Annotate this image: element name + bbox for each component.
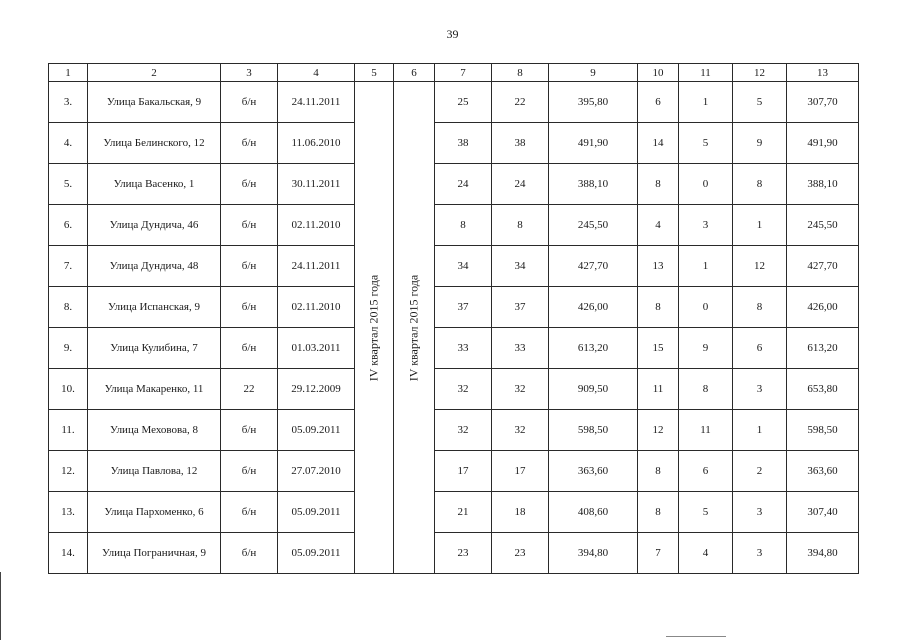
cell-doc: б/н	[221, 328, 278, 369]
scan-artifact-dash	[666, 636, 726, 637]
table-row	[49, 205, 859, 246]
cell-c8: 37	[492, 287, 549, 328]
cell-c10: 14	[638, 123, 679, 164]
cell-c8: 8	[492, 205, 549, 246]
table-row	[49, 287, 859, 328]
cell-c13: 653,80	[787, 369, 859, 410]
cell-c8: 18	[492, 492, 549, 533]
cell-n: 10.	[49, 369, 88, 410]
cell-c8: 17	[492, 451, 549, 492]
cell-c10: 15	[638, 328, 679, 369]
cell-n: 9.	[49, 328, 88, 369]
header-cell: 5	[355, 64, 394, 82]
cell-c13: 388,10	[787, 164, 859, 205]
cell-c9: 363,60	[549, 451, 638, 492]
cell-n: 14.	[49, 533, 88, 574]
cell-c11: 0	[679, 164, 733, 205]
cell-c9: 395,80	[549, 82, 638, 123]
merged-cell-col6	[394, 82, 435, 574]
cell-c9: 427,70	[549, 246, 638, 287]
table-row	[49, 369, 859, 410]
cell-date: 01.03.2011	[278, 328, 355, 369]
cell-c7: 25	[435, 82, 492, 123]
cell-c8: 32	[492, 410, 549, 451]
cell-c9: 245,50	[549, 205, 638, 246]
cell-c7: 38	[435, 123, 492, 164]
header-cell: 13	[787, 64, 859, 82]
header-cell: 10	[638, 64, 679, 82]
cell-doc: б/н	[221, 205, 278, 246]
cell-c13: 307,40	[787, 492, 859, 533]
cell-c7: 37	[435, 287, 492, 328]
cell-c7: 23	[435, 533, 492, 574]
cell-c10: 12	[638, 410, 679, 451]
table-row	[49, 492, 859, 533]
cell-c9: 408,60	[549, 492, 638, 533]
cell-c7: 21	[435, 492, 492, 533]
vertical-period-label: IV квартал 2015 года	[366, 274, 381, 381]
cell-c12: 1	[733, 205, 787, 246]
cell-date: 11.06.2010	[278, 123, 355, 164]
cell-c10: 13	[638, 246, 679, 287]
cell-street: Улица Павлова, 12	[88, 451, 221, 492]
cell-street: Улица Пограничная, 9	[88, 533, 221, 574]
header-cell: 8	[492, 64, 549, 82]
cell-c7: 17	[435, 451, 492, 492]
table-body	[49, 64, 859, 574]
cell-c7: 34	[435, 246, 492, 287]
cell-c13: 245,50	[787, 205, 859, 246]
cell-c13: 363,60	[787, 451, 859, 492]
cell-doc: б/н	[221, 533, 278, 574]
cell-c12: 6	[733, 328, 787, 369]
cell-doc: б/н	[221, 82, 278, 123]
header-cell: 12	[733, 64, 787, 82]
cell-c8: 38	[492, 123, 549, 164]
cell-c11: 4	[679, 533, 733, 574]
cell-street: Улица Испанская, 9	[88, 287, 221, 328]
cell-c8: 34	[492, 246, 549, 287]
cell-street: Улица Васенко, 1	[88, 164, 221, 205]
cell-c13: 427,70	[787, 246, 859, 287]
cell-c12: 5	[733, 82, 787, 123]
cell-c11: 3	[679, 205, 733, 246]
cell-n: 3.	[49, 82, 88, 123]
cell-street: Улица Пархоменко, 6	[88, 492, 221, 533]
cell-date: 27.07.2010	[278, 451, 355, 492]
cell-c13: 491,90	[787, 123, 859, 164]
cell-c11: 9	[679, 328, 733, 369]
cell-date: 24.11.2011	[278, 82, 355, 123]
header-cell: 11	[679, 64, 733, 82]
header-cell: 3	[221, 64, 278, 82]
table-row	[49, 533, 859, 574]
cell-c10: 11	[638, 369, 679, 410]
cell-n: 6.	[49, 205, 88, 246]
cell-c11: 5	[679, 492, 733, 533]
cell-c12: 1	[733, 410, 787, 451]
cell-c9: 426,00	[549, 287, 638, 328]
cell-c12: 2	[733, 451, 787, 492]
cell-c7: 32	[435, 369, 492, 410]
cell-c12: 8	[733, 164, 787, 205]
cell-c9: 394,80	[549, 533, 638, 574]
cell-n: 12.	[49, 451, 88, 492]
header-cell: 9	[549, 64, 638, 82]
table-row	[49, 246, 859, 287]
cell-n: 4.	[49, 123, 88, 164]
cell-n: 11.	[49, 410, 88, 451]
cell-date: 05.09.2011	[278, 410, 355, 451]
merged-cell-col5	[355, 82, 394, 574]
cell-street: Улица Бакальская, 9	[88, 82, 221, 123]
cell-doc: б/н	[221, 451, 278, 492]
cell-doc: б/н	[221, 410, 278, 451]
cell-c10: 6	[638, 82, 679, 123]
cell-doc: 22	[221, 369, 278, 410]
page-number: 39	[446, 27, 459, 41]
cell-c9: 909,50	[549, 369, 638, 410]
cell-c13: 307,70	[787, 82, 859, 123]
cell-c7: 33	[435, 328, 492, 369]
cell-street: Улица Белинского, 12	[88, 123, 221, 164]
cell-c10: 8	[638, 287, 679, 328]
cell-c11: 8	[679, 369, 733, 410]
housing-table	[48, 63, 859, 574]
cell-c7: 24	[435, 164, 492, 205]
cell-c12: 3	[733, 492, 787, 533]
cell-c12: 8	[733, 287, 787, 328]
cell-c10: 7	[638, 533, 679, 574]
cell-date: 05.09.2011	[278, 533, 355, 574]
cell-n: 5.	[49, 164, 88, 205]
cell-doc: б/н	[221, 123, 278, 164]
table-row	[49, 410, 859, 451]
cell-c9: 598,50	[549, 410, 638, 451]
cell-c12: 12	[733, 246, 787, 287]
cell-doc: б/н	[221, 164, 278, 205]
cell-n: 8.	[49, 287, 88, 328]
cell-c11: 11	[679, 410, 733, 451]
cell-c12: 3	[733, 533, 787, 574]
cell-c12: 9	[733, 123, 787, 164]
header-cell: 7	[435, 64, 492, 82]
cell-date: 05.09.2011	[278, 492, 355, 533]
table-header-row	[49, 64, 859, 82]
cell-doc: б/н	[221, 492, 278, 533]
cell-date: 29.12.2009	[278, 369, 355, 410]
table-row	[49, 451, 859, 492]
cell-c10: 8	[638, 492, 679, 533]
cell-c12: 3	[733, 369, 787, 410]
cell-street: Улица Макаренко, 11	[88, 369, 221, 410]
cell-c11: 1	[679, 246, 733, 287]
cell-c8: 24	[492, 164, 549, 205]
cell-c8: 33	[492, 328, 549, 369]
table-row	[49, 164, 859, 205]
table-row	[49, 123, 859, 164]
header-cell: 2	[88, 64, 221, 82]
cell-c8: 23	[492, 533, 549, 574]
cell-n: 7.	[49, 246, 88, 287]
cell-c13: 613,20	[787, 328, 859, 369]
cell-c11: 5	[679, 123, 733, 164]
cell-c8: 22	[492, 82, 549, 123]
cell-doc: б/н	[221, 246, 278, 287]
header-cell: 6	[394, 64, 435, 82]
cell-c9: 491,90	[549, 123, 638, 164]
cell-c8: 32	[492, 369, 549, 410]
cell-street: Улица Кулибина, 7	[88, 328, 221, 369]
cell-street: Улица Дундича, 48	[88, 246, 221, 287]
table-row	[49, 82, 859, 123]
header-cell: 4	[278, 64, 355, 82]
cell-c11: 0	[679, 287, 733, 328]
cell-c13: 426,00	[787, 287, 859, 328]
cell-n: 13.	[49, 492, 88, 533]
cell-doc: б/н	[221, 287, 278, 328]
cell-c7: 8	[435, 205, 492, 246]
cell-c9: 613,20	[549, 328, 638, 369]
header-cell: 1	[49, 64, 88, 82]
cell-street: Улица Дундича, 46	[88, 205, 221, 246]
cell-c10: 8	[638, 164, 679, 205]
cell-c9: 388,10	[549, 164, 638, 205]
cell-street: Улица Меховова, 8	[88, 410, 221, 451]
cell-date: 02.11.2010	[278, 287, 355, 328]
cell-date: 24.11.2011	[278, 246, 355, 287]
scan-artifact-line	[0, 572, 1, 640]
vertical-period-label: IV квартал 2015 года	[406, 274, 421, 381]
cell-c13: 598,50	[787, 410, 859, 451]
cell-c13: 394,80	[787, 533, 859, 574]
cell-date: 30.11.2011	[278, 164, 355, 205]
cell-c7: 32	[435, 410, 492, 451]
cell-c10: 4	[638, 205, 679, 246]
cell-c11: 6	[679, 451, 733, 492]
table-row	[49, 328, 859, 369]
cell-date: 02.11.2010	[278, 205, 355, 246]
cell-c10: 8	[638, 451, 679, 492]
cell-c11: 1	[679, 82, 733, 123]
